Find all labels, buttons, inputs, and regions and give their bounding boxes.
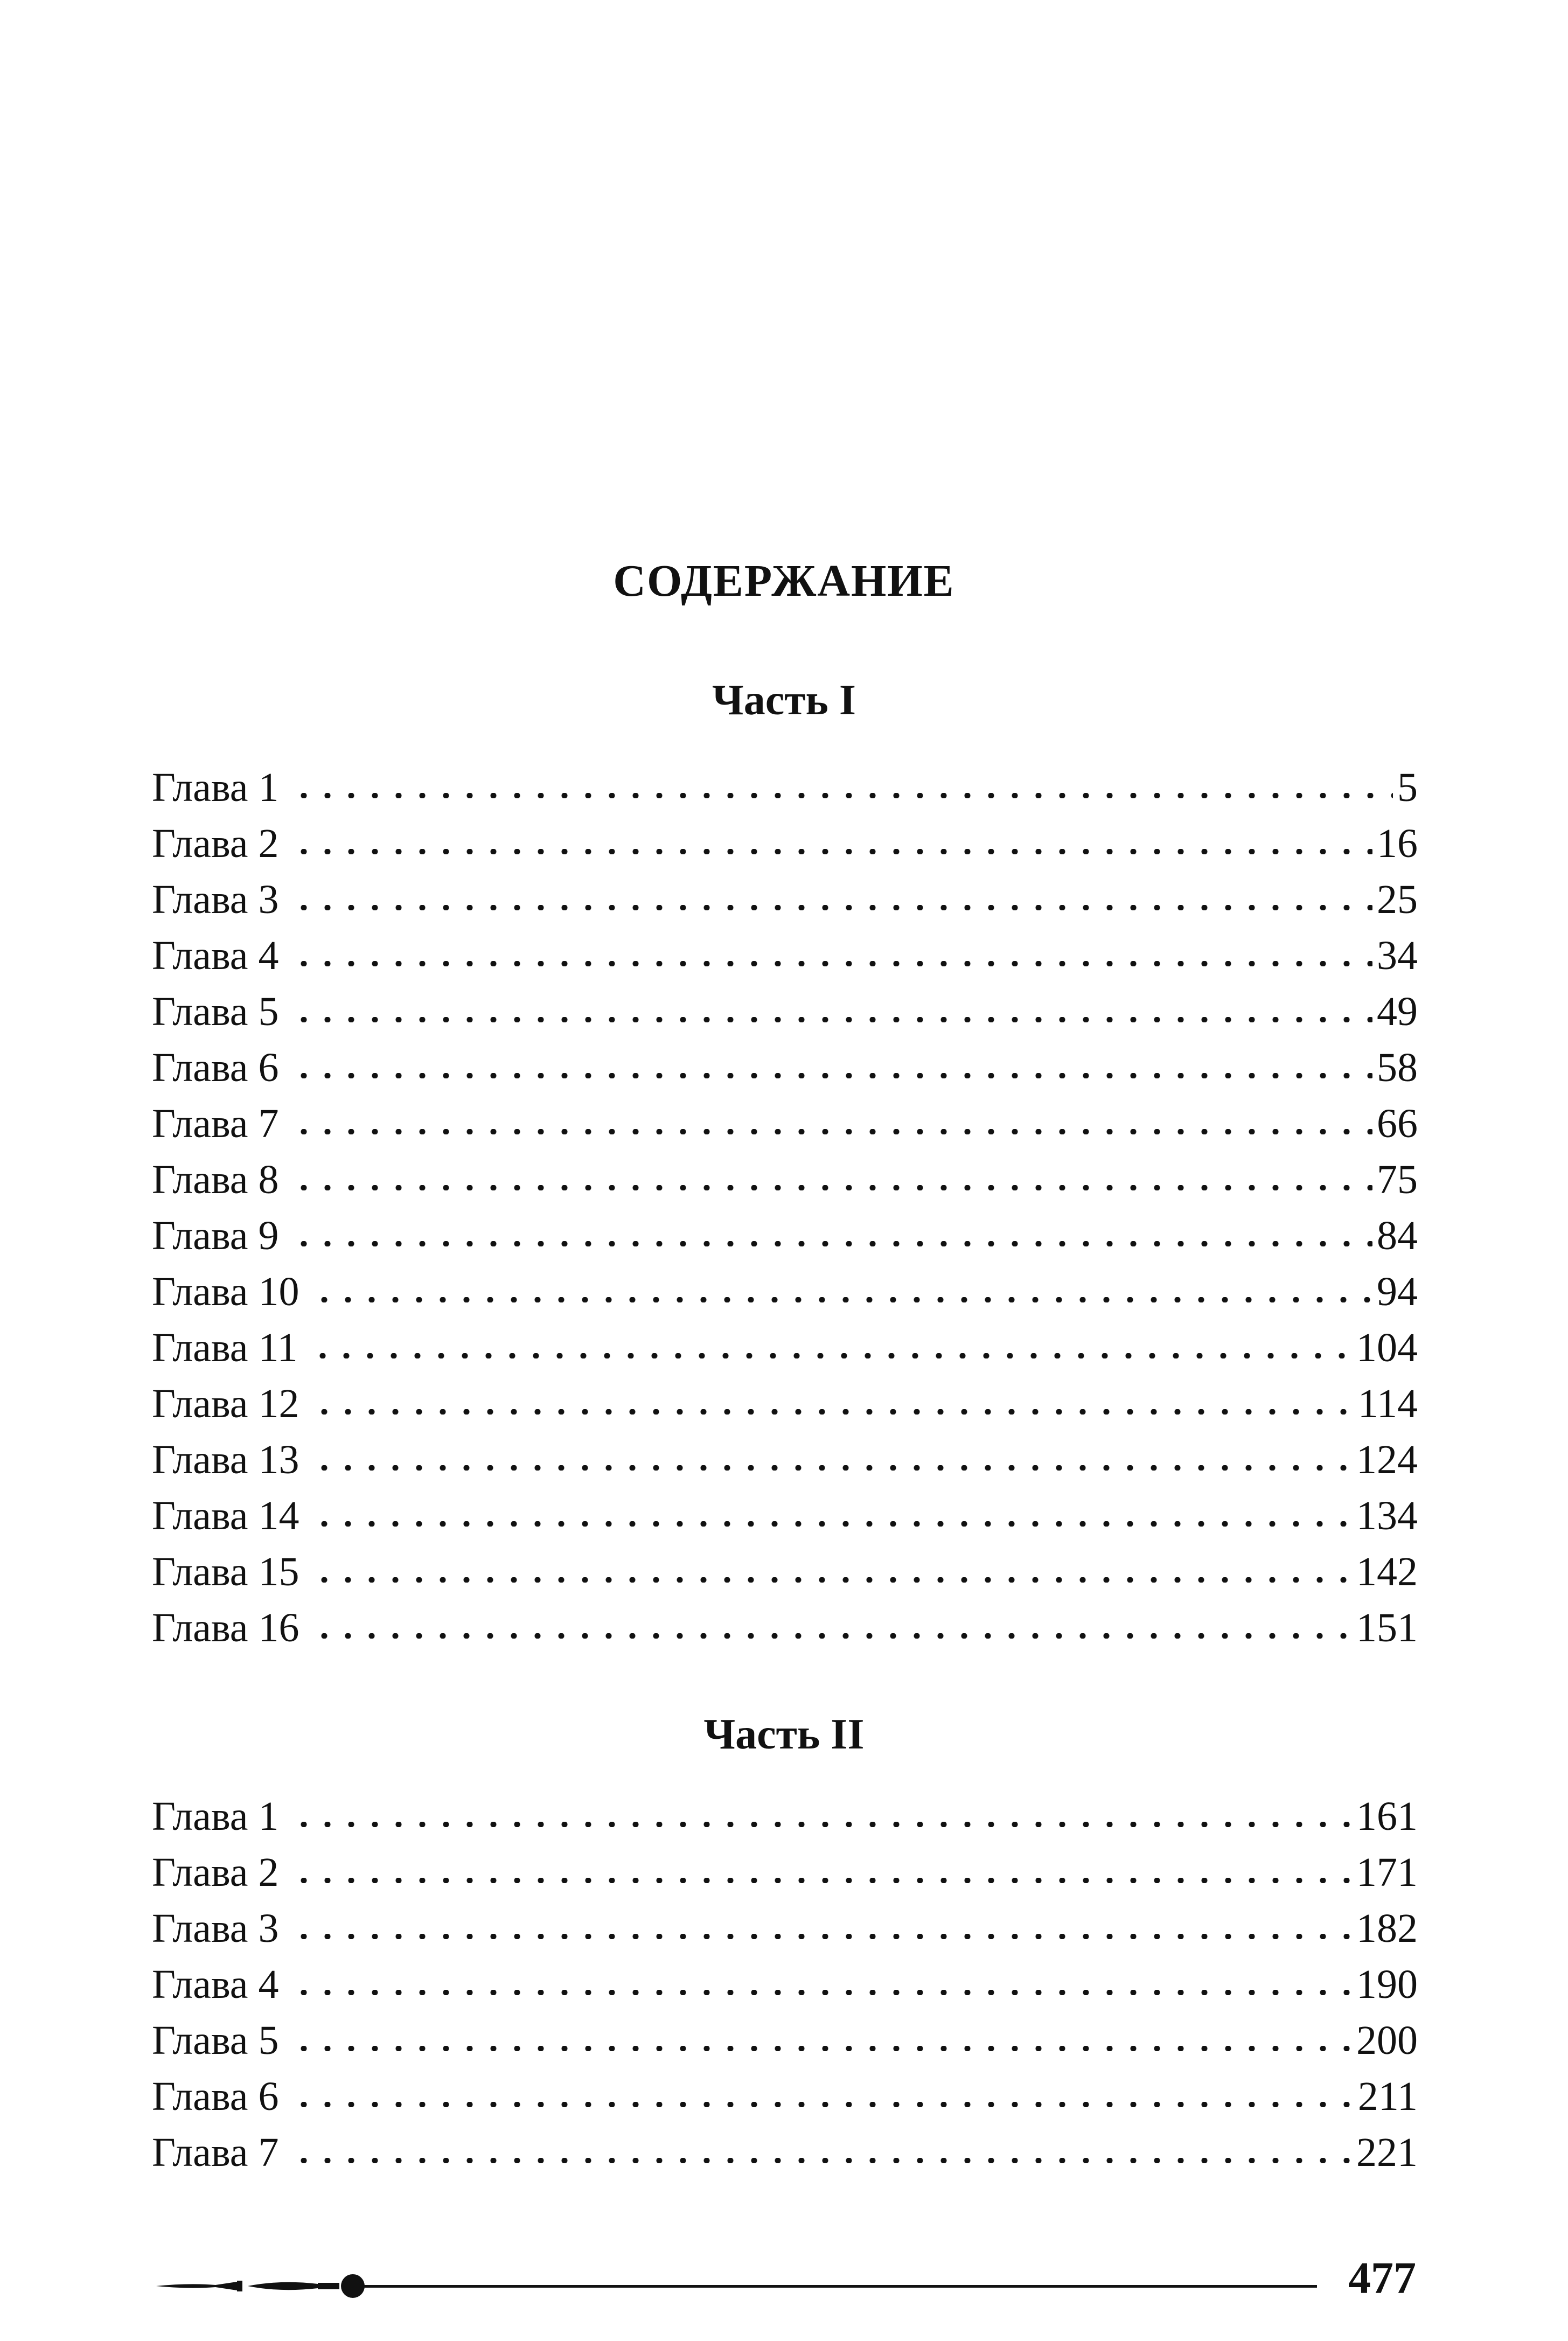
dot-leader bbox=[292, 2158, 1353, 2163]
toc-entry-label: Глава 11 bbox=[152, 1325, 298, 1370]
toc-entry bbox=[152, 1152, 1418, 1208]
dot-leader bbox=[292, 1017, 1373, 1022]
toc-entry-page: 66 bbox=[1377, 1101, 1418, 1146]
toc-entry-label: Глава 14 bbox=[152, 1493, 299, 1538]
toc-entry bbox=[152, 2068, 1418, 2124]
toc-entry bbox=[152, 1544, 1418, 1600]
toc-entry bbox=[152, 1264, 1418, 1320]
dot-leader bbox=[292, 849, 1373, 854]
toc-entry-page: 161 bbox=[1356, 1794, 1418, 1839]
toc-entry bbox=[152, 2012, 1418, 2068]
dot-leader bbox=[292, 1073, 1373, 1078]
toc-entry bbox=[152, 1788, 1418, 1844]
dot-leader bbox=[292, 2046, 1353, 2051]
toc-entry-page: 200 bbox=[1356, 2018, 1418, 2063]
toc-entry-page: 221 bbox=[1356, 2130, 1418, 2175]
toc-entry-label: Глава 2 bbox=[152, 821, 279, 866]
dot-leader bbox=[312, 1577, 1353, 1583]
toc-entry-page: 34 bbox=[1377, 933, 1418, 978]
toc-entry-page: 104 bbox=[1356, 1325, 1418, 1370]
toc-list bbox=[152, 760, 1418, 1656]
toc-entry-label: Глава 16 bbox=[152, 1605, 299, 1650]
toc-entry-page: 211 bbox=[1357, 2074, 1418, 2119]
toc-entry-label: Глава 1 bbox=[152, 1794, 279, 1839]
toc-entry bbox=[152, 1844, 1418, 1900]
toc-entry bbox=[152, 1376, 1418, 1432]
dot-leader bbox=[292, 1878, 1353, 1883]
toc-entry-label: Глава 7 bbox=[152, 2130, 279, 2175]
toc-entry-page: 171 bbox=[1356, 1850, 1418, 1895]
dot-leader bbox=[292, 2102, 1354, 2107]
toc-entry-label: Глава 4 bbox=[152, 1962, 279, 2007]
toc-entry-page: 25 bbox=[1377, 877, 1418, 922]
toc-entry-page: 75 bbox=[1377, 1157, 1418, 1202]
toc-entry bbox=[152, 816, 1418, 872]
toc-entry-page: 84 bbox=[1377, 1213, 1418, 1258]
toc-entry-label: Глава 9 bbox=[152, 1213, 279, 1258]
toc-entry bbox=[152, 1320, 1418, 1376]
dot-leader bbox=[292, 1990, 1353, 1995]
dot-leader bbox=[312, 1521, 1353, 1527]
toc-entry-label: Глава 4 bbox=[152, 933, 279, 978]
toc-entry-label: Глава 13 bbox=[152, 1437, 299, 1482]
toc-entry-page: 16 bbox=[1377, 821, 1418, 866]
toc-entry bbox=[152, 1956, 1418, 2012]
toc-entry-page: 190 bbox=[1356, 1962, 1418, 2007]
toc-entry-label: Глава 5 bbox=[152, 989, 279, 1034]
toc-entry bbox=[152, 1600, 1418, 1656]
dot-leader bbox=[292, 1934, 1353, 1939]
toc-entry bbox=[152, 760, 1418, 816]
dot-leader bbox=[312, 1465, 1353, 1471]
toc-entry-label: Глава 6 bbox=[152, 1045, 279, 1090]
toc-entry-page: 114 bbox=[1357, 1381, 1418, 1426]
toc-entry bbox=[152, 2124, 1418, 2180]
dot-leader bbox=[292, 1241, 1373, 1246]
toc-entry-page: 142 bbox=[1356, 1549, 1418, 1594]
dot-leader bbox=[292, 1822, 1353, 1827]
toc-entry bbox=[152, 1208, 1418, 1264]
dot-leader bbox=[311, 1353, 1352, 1358]
dot-leader bbox=[292, 905, 1373, 910]
toc-entry-label: Глава 3 bbox=[152, 877, 279, 922]
dot-leader bbox=[312, 1409, 1354, 1415]
toc-entry-page: 49 bbox=[1377, 989, 1418, 1034]
toc-entry-label: Глава 2 bbox=[152, 1850, 279, 1895]
toc-entry-label: Глава 7 bbox=[152, 1101, 279, 1146]
toc-entry-label: Глава 12 bbox=[152, 1381, 299, 1426]
toc-entry-page: 151 bbox=[1356, 1605, 1418, 1650]
toc-entry-label: Глава 3 bbox=[152, 1906, 279, 1951]
toc-entry bbox=[152, 1432, 1418, 1488]
toc-entry bbox=[152, 872, 1418, 928]
toc-entry-page: 134 bbox=[1356, 1493, 1418, 1538]
toc-entry-label: Глава 8 bbox=[152, 1157, 279, 1202]
part-heading: Часть I bbox=[712, 677, 856, 724]
dot-leader bbox=[312, 1297, 1373, 1302]
part-heading: Часть II bbox=[703, 1711, 865, 1758]
toc-entry bbox=[152, 984, 1418, 1040]
toc-entry-page: 5 bbox=[1397, 765, 1418, 810]
dot-leader bbox=[292, 793, 1393, 798]
dot-leader bbox=[312, 1633, 1353, 1639]
toc-entry bbox=[152, 1040, 1418, 1096]
toc-entry-label: Глава 6 bbox=[152, 2074, 279, 2119]
toc-entry-page: 182 bbox=[1356, 1906, 1418, 1951]
page-number: 477 bbox=[1348, 2253, 1416, 2303]
toc-entry bbox=[152, 1900, 1418, 1956]
toc-entry bbox=[152, 1488, 1418, 1544]
page-title: СОДЕРЖАНИЕ bbox=[613, 556, 955, 606]
toc-entry-label: Глава 10 bbox=[152, 1269, 299, 1314]
toc-entry-page: 94 bbox=[1377, 1269, 1418, 1314]
toc-entry bbox=[152, 1096, 1418, 1152]
dot-leader bbox=[292, 1129, 1373, 1134]
toc-entry-label: Глава 5 bbox=[152, 2018, 279, 2063]
dot-leader bbox=[292, 961, 1373, 966]
toc-entry-page: 58 bbox=[1377, 1045, 1418, 1090]
footer-ornament-rule bbox=[156, 2270, 1320, 2302]
toc-list bbox=[152, 1788, 1418, 2180]
dot-leader bbox=[292, 1185, 1373, 1190]
toc-entry-label: Глава 15 bbox=[152, 1549, 299, 1594]
toc-entry bbox=[152, 928, 1418, 984]
toc-entry-label: Глава 1 bbox=[152, 765, 279, 810]
toc-entry-page: 124 bbox=[1356, 1437, 1418, 1482]
